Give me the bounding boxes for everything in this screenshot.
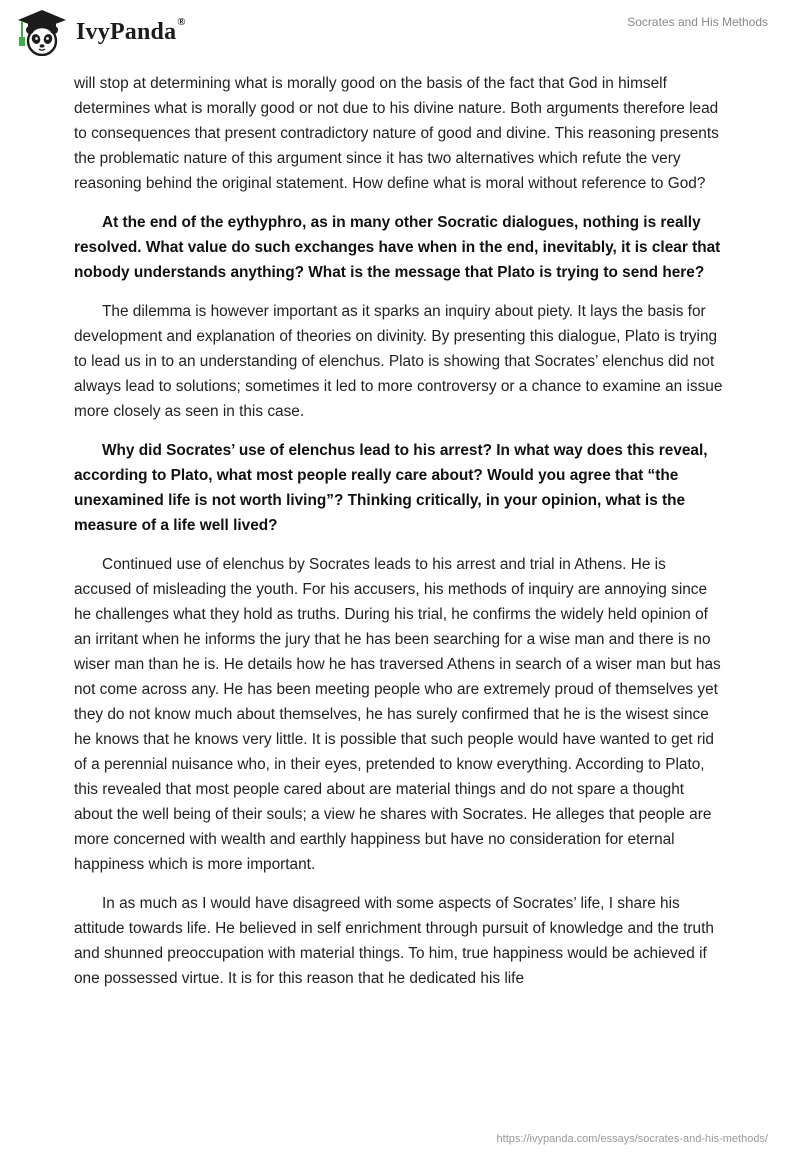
essay-body <box>74 71 724 1005</box>
trademark-symbol: ® <box>177 15 186 28</box>
ivypanda-logo[interactable] <box>14 8 186 56</box>
paragraph: Continued use of elenchus by Socrates leads to his arrest and trial in Athens. He is accused of misleading the youth. For his accusers, his methods of inquiry are annoying since he challenges what they hold as truths. During his trial, he confirms the widely held opinion of an irritant when he informs the jury that he has been searching for a wise man and there is no wiser man than he is. He details how he has traversed Athens in search of a wiser man but has not come across any. He has been meeting people who are extremely proud of themselves yet they do not know much about themselves, he has surely confirmed that he is the wisest since he knows that he knows very little. It is possible that such people would have wanted to get rid of a perennial nuisance who, in their eyes, pretended to know everything. According to Plato, this revealed that most people cared about are material things and do not spare a thought about the well being of their souls; a view he shares with Socrates. He alleges that people are more concerned with wealth and earthly happiness but have no consideration for eternal happiness which is more important. <box>74 556 721 873</box>
brand-name: IvyPanda® <box>76 15 186 45</box>
paragraph: The dilemma is however important as it sparks an inquiry about piety. It lays the basis for development and explanation of theories on divinity. By presenting this dialogue, Plato is trying to lead us in to an understanding of elenchus. Plato is showing that Socrates’ elenchus did not always lead to solutions; sometimes it led to more controversy or a chance to examine an issue more closely as seen in this case. <box>74 303 723 420</box>
page-header <box>0 0 800 66</box>
panda-graduate-icon <box>14 8 70 56</box>
paragraph: will stop at determining what is morally good on the basis of the fact that God in himself determines what is morally good or not due to his divine nature. Both arguments therefore lead to consequences that present contradictory nature of good and divine. This reasoning presents the problematic nature of this argument since it has two alternatives which refute the very reasoning behind the original statement. How define what is moral without reference to God? <box>74 75 719 192</box>
question-paragraph: Why did Socrates’ use of elenchus lead to his arrest? In what way does this reveal, according to Plato, what most people really care about? Would you agree that “the unexamined life is not worth living”? Thinking critically, in your opinion, what is the measure of a life well lived? <box>74 442 708 534</box>
paragraph: In as much as I would have disagreed with some aspects of Socrates’ life, I share his attitude towards life. He believed in self enrichment through pursuit of knowledge and the truth and shunned preoccupation with material things. To him, true happiness would be achieved if one possessed virtue. It is for this reason that he dedicated his life <box>74 895 714 987</box>
question-paragraph: At the end of the eythyphro, as in many other Socratic dialogues, nothing is really resolved. What value do such exchanges have when in the end, inevitably, it is clear that nobody understands anything? What is the message that Plato is trying to send here? <box>74 214 721 281</box>
source-url[interactable]: https://ivypanda.com/essays/socrates-and-his-methods/ <box>496 1133 768 1145</box>
document-title: Socrates and His Methods <box>627 15 768 29</box>
